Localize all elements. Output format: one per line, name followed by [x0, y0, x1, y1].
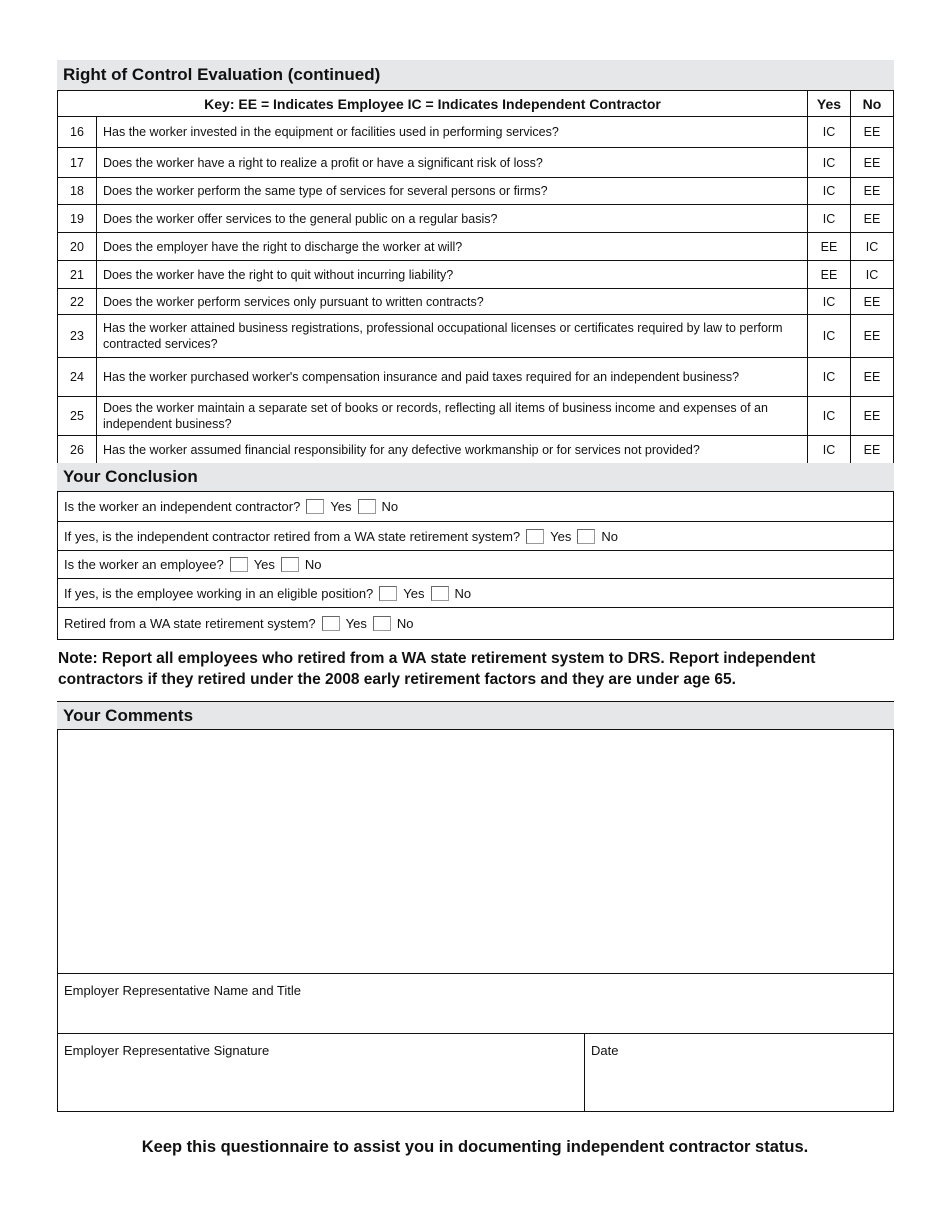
question-text: Does the worker have a right to realize a profit or have a significant risk of loss?	[97, 148, 808, 178]
question-text: Does the worker perform services only pursuant to written contracts?	[97, 289, 808, 315]
no-checkbox[interactable]	[431, 586, 449, 601]
no-label: No	[396, 616, 414, 631]
no-header: No	[851, 91, 894, 117]
no-value: EE	[851, 289, 894, 315]
no-value: EE	[851, 205, 894, 233]
question-text: Does the worker perform the same type of services for several persons or firms?	[97, 178, 808, 205]
name-title-field[interactable]	[57, 973, 894, 1034]
row-number: 26	[58, 436, 97, 464]
yes-label: Yes	[550, 528, 572, 544]
row-number: 22	[58, 289, 97, 315]
no-value: IC	[851, 261, 894, 289]
table-row	[58, 205, 894, 233]
no-label: No	[454, 585, 472, 601]
no-value: EE	[851, 117, 894, 148]
comments-textarea[interactable]	[57, 729, 894, 974]
note-text: Note: Report all employees who retired from a WA state retirement system to DRS. Report independent contractors if they retired under the 2008 early retirement factors and they are under age 65.	[58, 650, 816, 688]
question-text: Has the worker assumed financial responsibility for any defective workmanship or for services not provided?	[97, 436, 808, 464]
section-header-right-of-control: Right of Control Evaluation (continued)	[57, 60, 894, 90]
no-value: EE	[851, 358, 894, 397]
no-checkbox[interactable]	[281, 557, 299, 572]
signature-field[interactable]	[57, 1033, 585, 1112]
conclusion-question: Retired from a WA state retirement system?	[64, 616, 316, 631]
key-legend: Key: EE = Indicates Employee IC = Indicates Independent Contractor	[58, 91, 808, 117]
yes-value: IC	[808, 117, 851, 148]
yes-value: IC	[808, 205, 851, 233]
name-title-label: Employer Representative Name and Title	[64, 983, 302, 998]
row-number: 16	[58, 117, 97, 148]
no-value: EE	[851, 397, 894, 436]
section-header-conclusion: Your Conclusion	[57, 463, 894, 491]
row-number: 24	[58, 358, 97, 397]
table-row	[58, 178, 894, 205]
table-row	[58, 233, 894, 261]
table-row	[58, 148, 894, 178]
question-text: Does the worker have the right to quit without incurring liability?	[97, 261, 808, 289]
yes-header: Yes	[808, 91, 851, 117]
no-label: No	[304, 557, 322, 572]
yes-value: IC	[808, 358, 851, 397]
table-row	[58, 436, 894, 464]
yes-value: IC	[808, 148, 851, 178]
yes-checkbox[interactable]	[526, 529, 544, 544]
no-value: EE	[851, 315, 894, 358]
no-value: EE	[851, 436, 894, 464]
evaluation-table	[57, 90, 894, 464]
row-number: 20	[58, 233, 97, 261]
no-checkbox[interactable]	[373, 616, 391, 631]
row-number: 23	[58, 315, 97, 358]
conclusion-question: If yes, is the independent contractor retired from a WA state retirement system?	[64, 528, 521, 544]
conclusion-row	[58, 522, 893, 551]
yes-value: IC	[808, 315, 851, 358]
question-text: Has the worker purchased worker's compensation insurance and paid taxes required for an independent business?	[97, 358, 808, 397]
question-text: Does the employer have the right to discharge the worker at will?	[97, 233, 808, 261]
date-label: Date	[591, 1043, 619, 1058]
signature-label: Employer Representative Signature	[64, 1043, 270, 1058]
conclusion-question: If yes, is the employee working in an eligible position?	[64, 585, 374, 601]
conclusion-question: Is the worker an independent contractor?	[64, 499, 301, 514]
date-field[interactable]	[584, 1033, 894, 1112]
no-value: EE	[851, 178, 894, 205]
table-row	[58, 397, 894, 436]
question-text: Has the worker attained business registrations, professional occupational licenses or certificates required by law to perform contracted services?	[97, 315, 808, 358]
yes-value: IC	[808, 178, 851, 205]
table-row	[58, 315, 894, 358]
table-row	[58, 261, 894, 289]
row-number: 21	[58, 261, 97, 289]
no-checkbox[interactable]	[577, 529, 595, 544]
yes-value: EE	[808, 261, 851, 289]
question-text: Has the worker invested in the equipment or facilities used in performing services?	[97, 117, 808, 148]
conclusion-row	[58, 492, 893, 522]
yes-checkbox[interactable]	[306, 499, 324, 514]
yes-checkbox[interactable]	[230, 557, 248, 572]
no-checkbox[interactable]	[358, 499, 376, 514]
yes-label: Yes	[403, 585, 425, 601]
question-text: Does the worker maintain a separate set of books or records, reflecting all items of business income and expenses of an independent business?	[97, 397, 808, 436]
table-row	[58, 117, 894, 148]
question-text: Does the worker offer services to the general public on a regular basis?	[97, 205, 808, 233]
yes-checkbox[interactable]	[379, 586, 397, 601]
conclusion-row	[58, 608, 893, 639]
yes-label: Yes	[330, 499, 352, 514]
footer-text: Keep this questionnaire to assist you in documenting independent contractor status.	[141, 1138, 809, 1156]
conclusion-question: Is the worker an employee?	[64, 557, 224, 572]
yes-value: IC	[808, 397, 851, 436]
row-number: 17	[58, 148, 97, 178]
table-row	[58, 289, 894, 315]
table-row	[58, 358, 894, 397]
section-header-comments: Your Comments	[57, 701, 894, 729]
row-number: 18	[58, 178, 97, 205]
conclusion-row	[58, 551, 893, 579]
yes-value: IC	[808, 436, 851, 464]
yes-checkbox[interactable]	[322, 616, 340, 631]
conclusion-box	[57, 491, 894, 640]
row-number: 25	[58, 397, 97, 436]
conclusion-row	[58, 579, 893, 608]
no-label: No	[601, 528, 619, 544]
yes-value: IC	[808, 289, 851, 315]
no-value: EE	[851, 148, 894, 178]
yes-label: Yes	[253, 557, 275, 572]
no-label: No	[381, 499, 399, 514]
yes-label: Yes	[345, 616, 367, 631]
no-value: IC	[851, 233, 894, 261]
row-number: 19	[58, 205, 97, 233]
yes-value: EE	[808, 233, 851, 261]
